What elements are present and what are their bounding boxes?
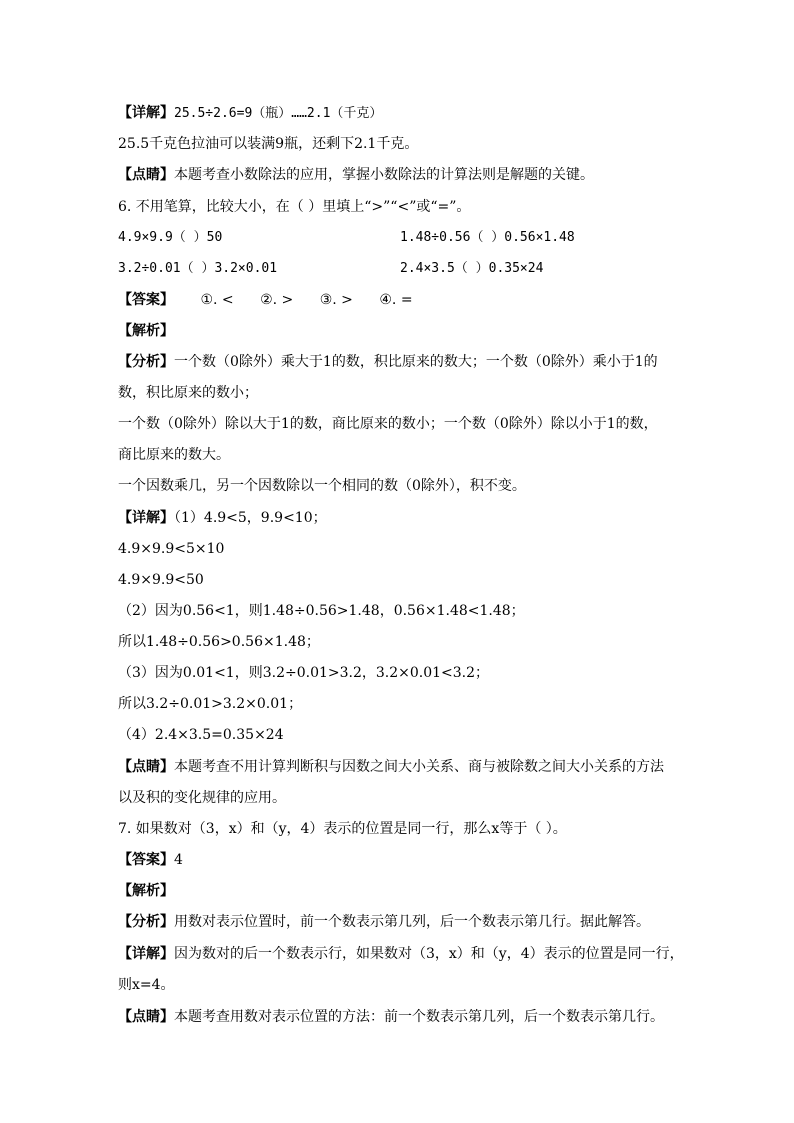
detail-tag: 【详解】	[118, 510, 174, 526]
q7-answer-line	[118, 851, 682, 869]
q6-analysis-1a-text: 一个数（0除外）乘大于1的数，积比原来的数大；一个数（0除外）乘小于1的	[174, 354, 658, 370]
analysis-label: 【分析】	[118, 354, 174, 370]
q7-detail-a: 因为数对的后一个数表示行，如果数对（3，x）和（y，4）表示的位置是同一行，	[174, 946, 684, 962]
comment-tag: 【点睛】	[118, 1009, 174, 1025]
comment-tag: 【点睛】	[118, 167, 174, 183]
q6-analysis-1b: 数，积比原来的数小；	[118, 385, 258, 401]
q7-comment-line	[118, 1008, 682, 1026]
q6-answer-3: ③. >	[319, 292, 353, 308]
q6-row1-left: 4.9×9.9（ ）50	[118, 230, 223, 245]
q5-detail-line	[118, 104, 682, 123]
q6-row1-right: 1.48÷0.56（ ）0.56×1.48	[400, 230, 575, 245]
q5-detail: 25.5÷2.6=9（瓶）……2.1（千克）	[174, 106, 383, 121]
q7-analysis-tag: 【解析】	[118, 883, 174, 899]
q7-detail-line	[118, 945, 682, 963]
q5-result: 25.5千克色拉油可以装满9瓶，还剩下2.1千克。	[118, 136, 419, 152]
q7-answer: 4	[174, 852, 183, 868]
q7-stem: 7. 如果数对（3，x）和（y，4）表示的位置是同一行，那么x等于（ ）。	[118, 821, 567, 837]
q6-analysis-2a: 一个数（0除外）除以大于1的数，商比原来的数小；一个数（0除外）除以小于1的数，	[118, 416, 658, 432]
q6-stem: 6. 不用笔算，比较大小，在（ ）里填上“>”“<”或“=”。	[118, 199, 471, 215]
detail-tag: 【详解】	[118, 105, 174, 121]
q6-row2-left: 3.2÷0.01（ ）3.2×0.01	[118, 261, 278, 276]
q6-d2: 4.9×9.9<5×10	[118, 541, 225, 557]
q7-analysis-line	[118, 913, 682, 931]
answer-tag: 【答案】	[118, 852, 174, 868]
q5-comment: 本题考查小数除法的应用，掌握小数除法的计算法则是解题的关键。	[174, 167, 594, 183]
q6-answer-line	[118, 291, 682, 309]
q6-d8: （4）2.4×3.5=0.35×24	[118, 727, 284, 743]
answer-tag: 【答案】	[118, 292, 174, 308]
q6-d5: 所以1.48÷0.56>0.56×1.48；	[118, 634, 320, 650]
q6-analysis-tag: 【解析】	[118, 323, 174, 339]
q6-comment-line	[118, 758, 682, 776]
q6-d3: 4.9×9.9<50	[118, 572, 204, 588]
q6-row1	[118, 229, 682, 247]
analysis-label: 【分析】	[118, 914, 174, 930]
q6-comment-a: 本题考查不用计算判断积与因数之间大小关系、商与被除数之间大小关系的方法	[174, 759, 664, 775]
q6-analysis-2b: 商比原来的数大。	[118, 447, 230, 463]
q7-comment: 本题考查用数对表示位置的方法：前一个数表示第几列，后一个数表示第几行。	[174, 1009, 664, 1025]
q6-analysis-1a	[118, 353, 682, 371]
q6-row2	[118, 260, 682, 278]
q6-comment-b: 以及积的变化规律的应用。	[118, 790, 286, 806]
q6-answer-2: ②. >	[260, 292, 294, 308]
q6-d7: 所以3.2÷0.01>3.2×0.01；	[118, 696, 303, 712]
q6-answer-1: ①. <	[200, 292, 234, 308]
q6-analysis-3: 一个因数乘几，另一个因数除以一个相同的数（0除外），积不变。	[118, 478, 526, 494]
q6-row2-right: 2.4×3.5（ ）0.35×24	[400, 261, 544, 276]
q6-d1: （1）4.9<5，9.9<10；	[174, 510, 327, 526]
detail-tag: 【详解】	[118, 946, 174, 962]
q6-detail-1	[118, 509, 682, 527]
q6-answer-4: ④. =	[379, 292, 413, 308]
comment-tag: 【点睛】	[118, 759, 174, 775]
q6-d4: （2）因为0.56<1，则1.48÷0.56>1.48，0.56×1.48<1.48；	[118, 603, 525, 619]
q6-d6: （3）因为0.01<1，则3.2÷0.01>3.2，3.2×0.01<3.2；	[118, 665, 490, 681]
q7-detail-b: 则x=4。	[118, 977, 175, 993]
q5-comment-line	[118, 166, 682, 184]
q7-analysis: 用数对表示位置时，前一个数表示第几列，后一个数表示第几行。据此解答。	[174, 914, 650, 930]
